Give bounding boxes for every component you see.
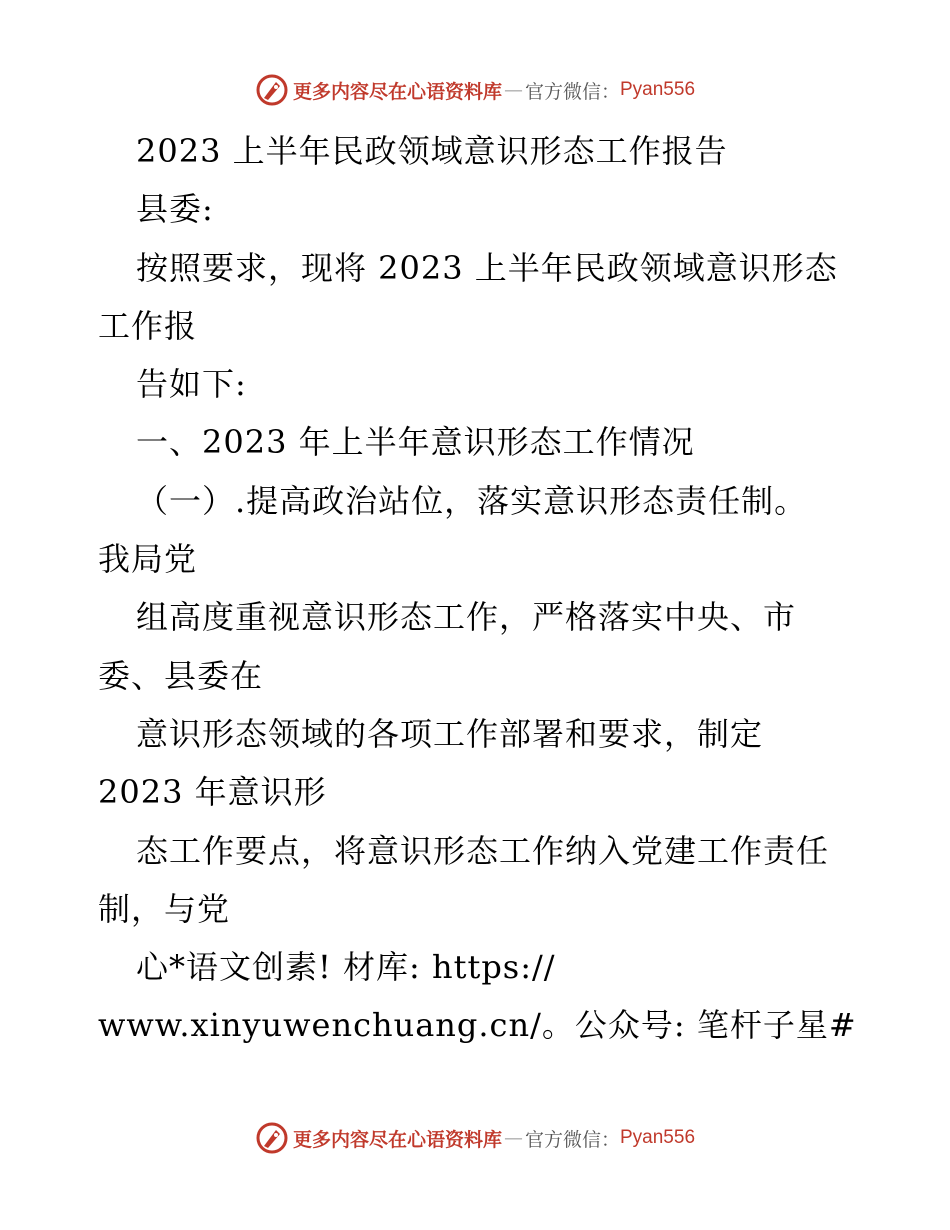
text-line: 组高度重视意识形态工作，严格落实中央、市 [136, 598, 797, 637]
pen-nib-logo-icon [255, 73, 289, 107]
text-line: 2023 上半年民政领域意识形态工作报告 [136, 132, 728, 170]
banner-wechat-label: 官方微信： [524, 80, 620, 103]
banner-brand: 更多内容尽在心语资料库 [292, 80, 502, 103]
text-line: 意识形态领域的各项工作部署和要求，制定 [136, 714, 764, 753]
text-line: 态工作要点，将意识形态工作纳入党建工作责任 [136, 831, 830, 870]
text-line: 心*语文创素! 材库: https:// [136, 948, 556, 987]
text-line: 委、县委在 [98, 656, 264, 695]
document-body [98, 122, 858, 1055]
text-line: 一、2023 年上半年意识形态工作情况 [136, 423, 695, 462]
text-line: 告如下: [136, 365, 247, 404]
text-line: 按照要求，现将 2023 上半年民政领域意识形态 [136, 248, 838, 287]
pen-nib-logo-icon [255, 1121, 289, 1155]
text-line: 制，与党 [98, 889, 231, 928]
text-line: 工作报 [98, 306, 198, 345]
text-line: 2023 年意识形 [98, 773, 327, 812]
banner-wechat-handle: Pyan556 [620, 79, 696, 100]
text-line: 我局党 [98, 540, 198, 579]
banner-separator: — [503, 79, 523, 101]
banner-wechat-label: 官方微信： [524, 1128, 620, 1151]
footer-banner [0, 1118, 950, 1158]
header-banner [0, 70, 950, 110]
text-line: （一）.提高政治站位，落实意识形态责任制。 [136, 481, 808, 520]
text-line: 县委: [136, 190, 214, 229]
banner-separator: — [503, 1127, 523, 1149]
banner-wechat-handle: Pyan556 [620, 1127, 696, 1148]
banner-brand: 更多内容尽在心语资料库 [292, 1128, 502, 1151]
text-line: www.xinyuwenchuang.cn/。公众号: 笔杆子星# [98, 1006, 857, 1045]
